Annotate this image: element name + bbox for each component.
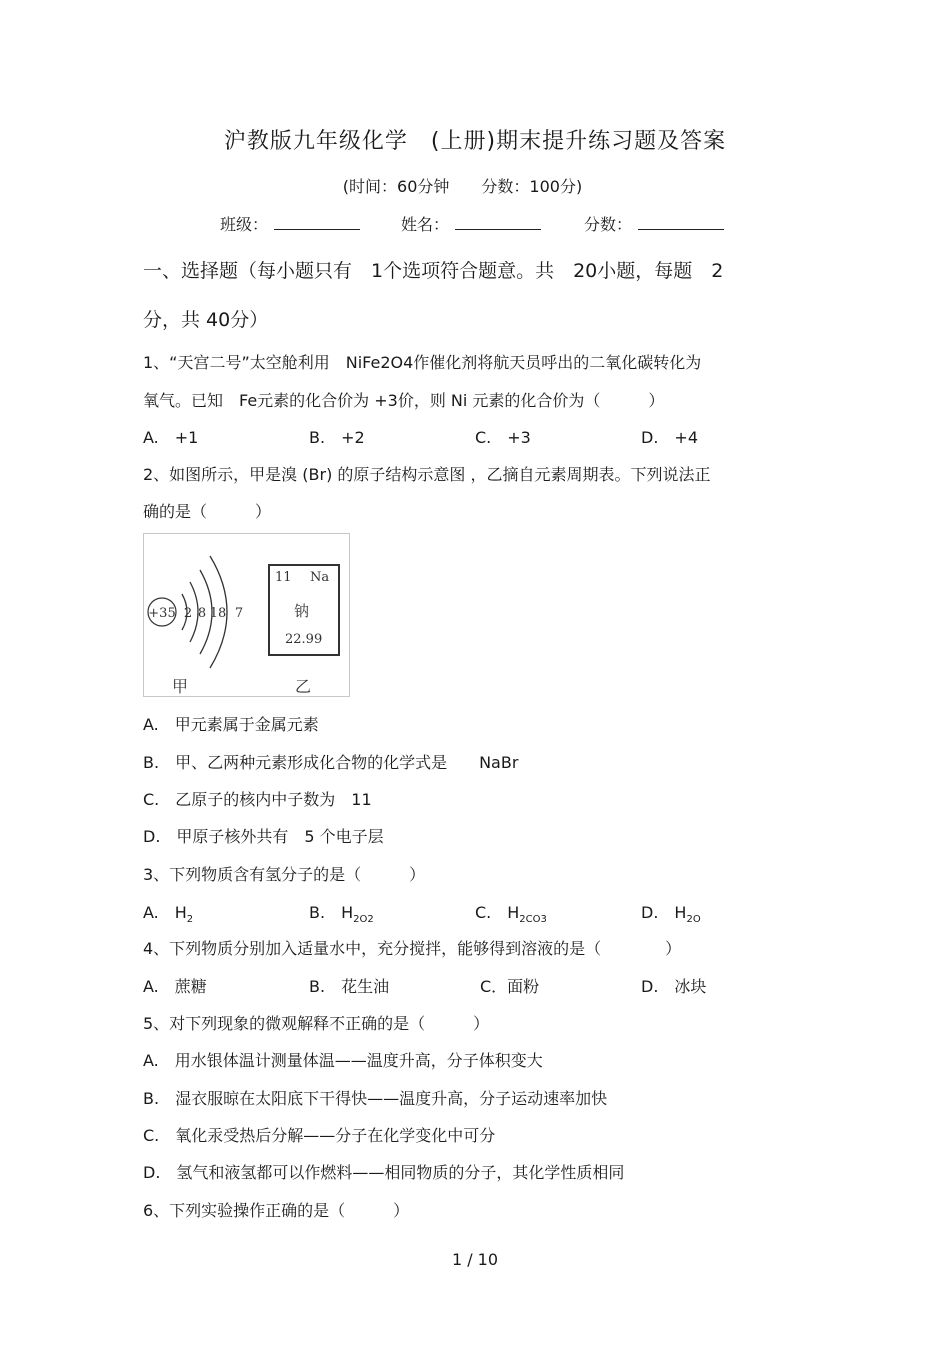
question-2-line2: 确的是（ ） [143,502,272,521]
question-1-line1: 1、“天宫二号”太空舱利用 NiFe2O4作催化剂将航天员呼出的二氧化碳转化为 [143,353,702,372]
section-heading-line2: 分，共 40分） [143,309,269,331]
section-heading-line1: 一、选择题（每小题只有 1个选项符合题意。共 20小题，每题 2 [143,260,724,282]
shell-2-count: 8 [197,606,207,621]
q3-option-d-sub: 2O [686,914,701,926]
exam-time-score: (时间：60分钟 分数：100分) [342,177,583,196]
q3-option-b-label: B. H [309,903,354,922]
q2-option-d: D. 甲原子核外共有 5 个电子层 [143,827,384,846]
class-label: 班级： [220,215,269,234]
score-blank[interactable] [638,215,724,230]
element-mass: 22.99 [285,632,323,647]
name-label: 姓名： [401,215,450,234]
score-field [584,212,724,235]
atom-structure-figure [143,533,350,697]
page-title: 沪教版九年级化学 (上册)期末提升练习题及答案 [223,129,727,154]
element-symbol: Na [310,570,330,585]
q2-option-c: C. 乙原子的核内中子数为 11 [143,790,372,809]
element-number: 11 [275,570,292,585]
shell-3-count: 18 [209,606,227,621]
q2-option-a: A. 甲元素属于金属元素 [143,715,319,734]
q3-option-d-label: D. H [641,903,687,922]
class-field [220,212,360,235]
q5-option-a: A. 用水银体温计测量体温——温度升高，分子体积变大 [143,1051,543,1070]
class-blank[interactable] [274,215,360,230]
bromine-atom-diagram [144,534,264,696]
q3-option-d [641,900,701,925]
name-blank[interactable] [455,215,541,230]
question-5: 5、对下列现象的微观解释不正确的是（ ） [143,1014,490,1033]
q1-option-b: B. +2 [309,428,365,447]
q2-option-b: B. 甲、乙两种元素形成化合物的化学式是 NaBr [143,753,519,772]
q3-option-c-sub: 2CO3 [519,914,547,926]
q4-option-c: C．面粉 [480,977,540,996]
shell-1-count: 2 [183,606,193,621]
q5-option-b: B. 湿衣服晾在太阳底下干得快——温度升高，分子运动速率加快 [143,1089,608,1108]
shell-4-count: 7 [234,606,244,621]
q1-option-a: A. +1 [143,428,199,447]
q3-option-b [309,900,374,925]
q4-option-a: A. 蔗糖 [143,977,207,996]
name-field [401,212,541,235]
q3-option-c-label: C. H [475,903,520,922]
q5-option-d: D. 氢气和液氢都可以作燃料——相同物质的分子，其化学性质相同 [143,1163,625,1182]
question-4: 4、下列物质分别加入适量水中，充分搅拌，能够得到溶液的是（ ） [143,939,682,958]
question-6: 6、下列实验操作正确的是（ ） [143,1201,410,1220]
q3-option-a-label: A. H [143,903,187,922]
periodic-table-cell [268,564,340,656]
figure-label-jia: 甲 [172,677,189,696]
question-3: 3、下列物质含有氢分子的是（ ） [143,865,426,884]
nucleus-charge: +35 [148,606,176,621]
figure-label-yi: 乙 [295,677,312,696]
q1-option-c: C. +3 [475,428,531,447]
q3-option-a [143,900,193,925]
q3-option-c [475,900,547,925]
q3-option-a-sub: 2 [186,914,194,926]
q3-option-b-sub: 2O2 [353,914,374,926]
q1-option-d: D. +4 [641,428,698,447]
question-2-line1: 2、如图所示，甲是溴 (Br) 的原子结构示意图 ，乙摘自元素周期表。下列说法正 [143,465,711,484]
element-name: 钠 [294,602,310,620]
q4-option-d: D. 冰块 [641,977,707,996]
score-label: 分数： [584,215,633,234]
q5-option-c: C. 氧化汞受热后分解——分子在化学变化中可分 [143,1126,496,1145]
q4-option-b: B. 花生油 [309,977,390,996]
page-number: 1 / 10 [451,1250,499,1269]
question-1-line2: 氧气。已知 Fe元素的化合价为 +3价，则 Ni 元素的化合价为（ ） [143,391,665,410]
